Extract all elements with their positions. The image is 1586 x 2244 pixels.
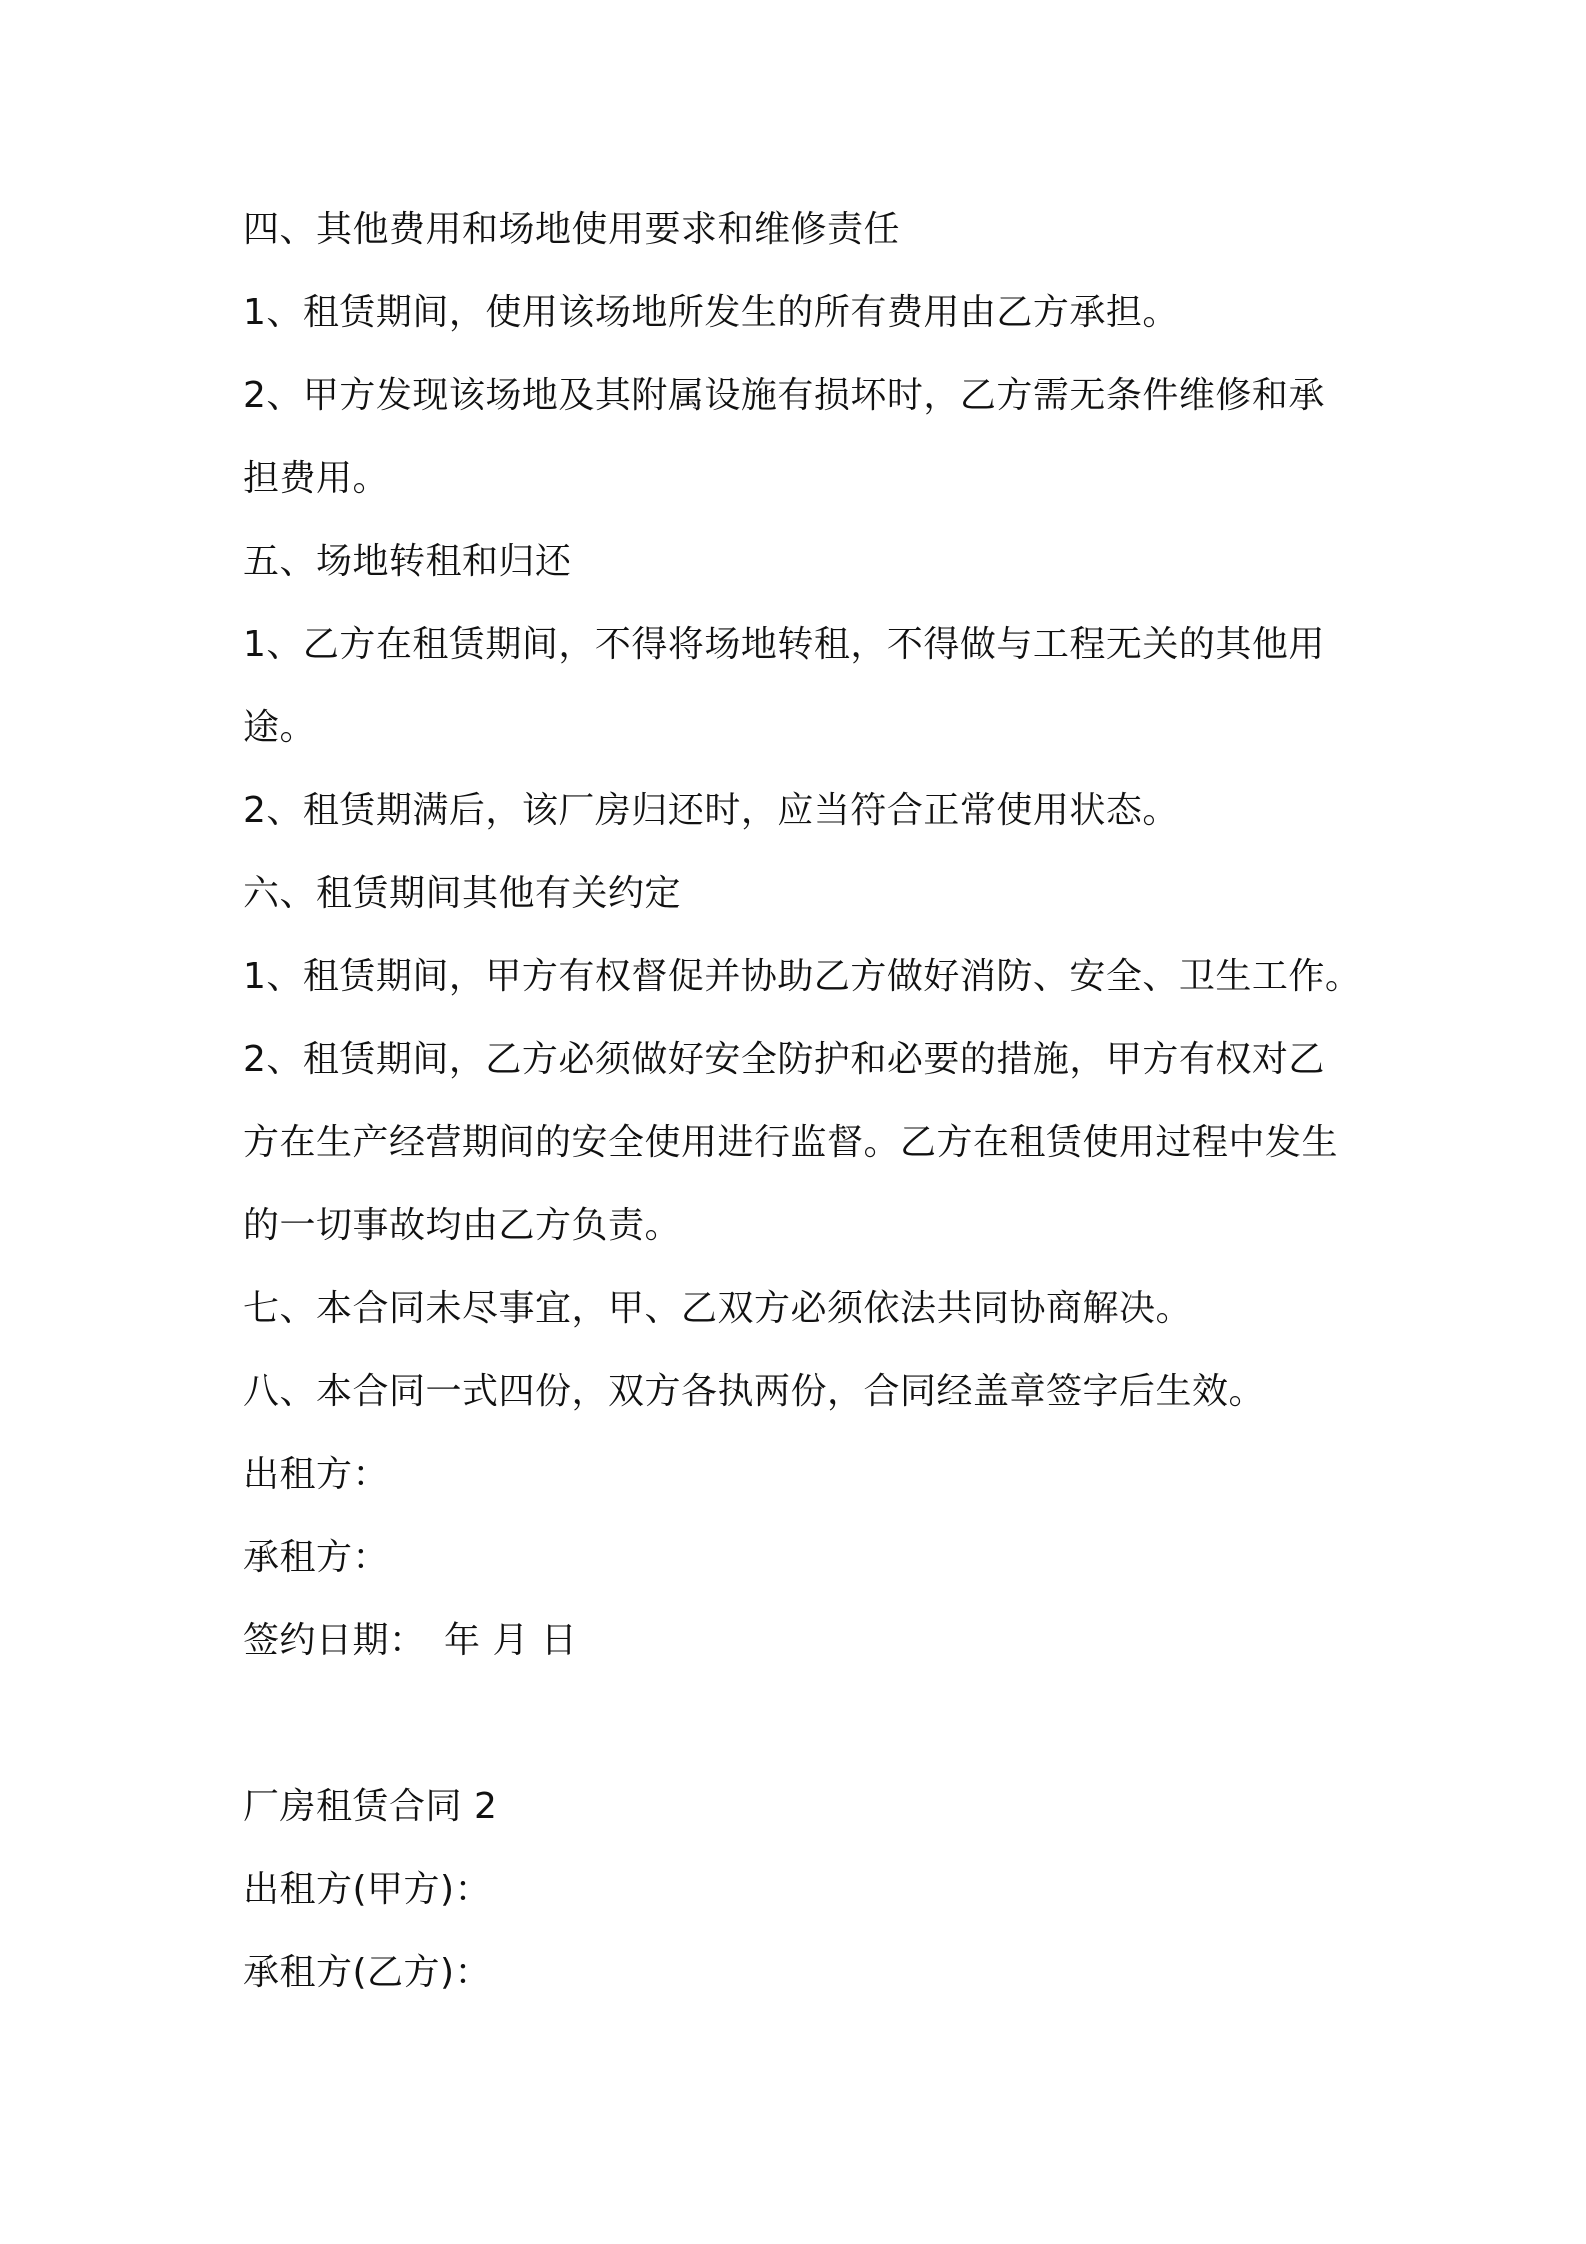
section-5-item-1-line-2: 途。 bbox=[243, 707, 317, 748]
section-5-item-2: 2、租赁期满后，该厂房归还时，应当符合正常使用状态。 bbox=[243, 790, 1179, 831]
section-6-item-2-line-2: 方在生产经营期间的安全使用进行监督。乙方在租赁使用过程中发生 bbox=[243, 1122, 1339, 1163]
section-6-heading: 六、租赁期间其他有关约定 bbox=[243, 873, 682, 914]
contract-2-lessor-label: 出租方(甲方)： bbox=[243, 1869, 492, 1910]
contract-2-title: 厂房租赁合同 2 bbox=[243, 1786, 498, 1827]
lessee-signature-label: 承租方： bbox=[243, 1537, 390, 1578]
signing-date-label: 签约日期： 年 月 日 bbox=[243, 1620, 578, 1661]
section-7: 七、本合同未尽事宜，甲、乙双方必须依法共同协商解决。 bbox=[243, 1288, 1193, 1329]
section-6-item-2-line-3: 的一切事故均由乙方负责。 bbox=[243, 1205, 682, 1246]
section-6-item-2-line-1: 2、租赁期间，乙方必须做好安全防护和必要的措施，甲方有权对乙 bbox=[243, 1039, 1325, 1080]
section-4-item-2-line-2: 担费用。 bbox=[243, 458, 390, 499]
section-8: 八、本合同一式四份，双方各执两份，合同经盖章签字后生效。 bbox=[243, 1371, 1266, 1412]
lessor-signature-label: 出租方： bbox=[243, 1454, 390, 1495]
contract-2-lessee-label: 承租方(乙方)： bbox=[243, 1952, 492, 1993]
section-6-item-1: 1、租赁期间，甲方有权督促并协助乙方做好消防、安全、卫生工作。 bbox=[243, 956, 1362, 997]
section-5-heading: 五、场地转租和归还 bbox=[243, 541, 572, 582]
section-4-heading: 四、其他费用和场地使用要求和维修责任 bbox=[243, 209, 901, 250]
section-4-item-2-line-1: 2、甲方发现该场地及其附属设施有损坏时，乙方需无条件维修和承 bbox=[243, 375, 1325, 416]
section-4-item-1: 1、租赁期间，使用该场地所发生的所有费用由乙方承担。 bbox=[243, 292, 1179, 333]
section-5-item-1-line-1: 1、乙方在租赁期间，不得将场地转租，不得做与工程无关的其他用 bbox=[243, 624, 1325, 665]
